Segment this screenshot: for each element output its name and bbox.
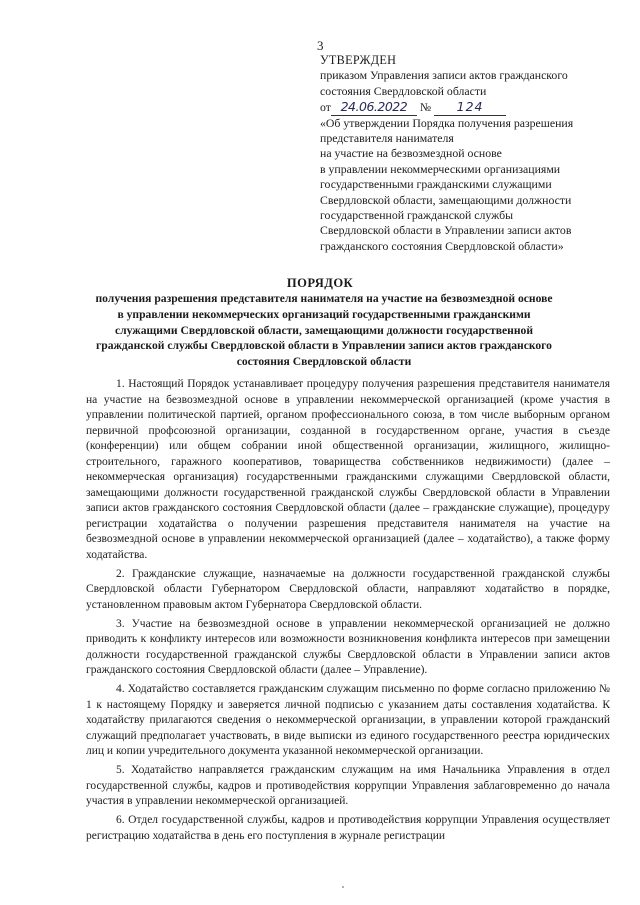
document-subtitle xyxy=(84,291,564,370)
document-body xyxy=(86,377,610,848)
paragraph-1: 1. Настоящий Порядок устанавливает процедуру получения разрешения представителя нанимателя на участие на безвозмездной основе в управлении некоммерческой организацией (кроме участия в управлении политической партией, органом профессионального союза, в том числе выборным органом первичной профсоюзной организации, созданной в государственном органе, участия в съезде (конференции) или общем собрании иной общественной организации, жилищного, жилищно-строительного, гаражного кооперативов, товарищества собственников недвижимости) (далее – некоммерческая организация) государственными гражданскими служащими Свердловской области, замещающими должности государственной гражданской службы Свердловской области в Управлении записи актов гражданского состояния Свердловской области (далее – гражданские служащие), процедуру регистрации ходатайства о получении разрешения представителя нанимателя на участие на безвозмездной основе в управлении некоммерческой организацией (далее – ходатайство), а также форму ходатайства. xyxy=(86,378,610,561)
subject-line: представителя нанимателя xyxy=(320,131,454,146)
subtitle-line: служащими Свердловской области, замещающими должности государственной xyxy=(115,323,533,337)
number-prefix: № xyxy=(419,100,432,115)
subject-line: государственной гражданской службы xyxy=(320,208,514,223)
approval-line: состояния Свердловской области xyxy=(320,83,487,98)
page-number: 3 xyxy=(317,38,324,53)
subtitle-line: состояния Свердловской области xyxy=(236,355,412,369)
handwritten-number: 124 xyxy=(434,99,506,115)
approval-stamp-block xyxy=(320,53,620,254)
paragraph-5: 5. Ходатайство направляется гражданским служащим на имя Начальника Управления в отдел государственной службы, кадров и противодействия коррупции Управления заблаговременно до начала участия в управлении некоммерческой организацией. xyxy=(86,764,610,808)
scan-speck xyxy=(342,886,344,888)
document-title: ПОРЯДОК xyxy=(286,276,354,290)
date-prefix: от xyxy=(320,100,331,115)
subject-line: государственными гражданскими служащими xyxy=(320,177,552,192)
subject-line: Свердловской области, замещающими должности xyxy=(320,192,572,207)
paragraph-4: 4. Ходатайство составляется гражданским служащим письменно по форме согласно приложению № 1 к настоящему Порядку и заверяется личной подписью с указанием даты составления ходатайства. К ходатайству прилагаются сведения о некоммерческой организации, в управлении которой гражданский служащий предполагает участвовать, в виде выписки из единого государственного реестра юридических лиц и копии учредительного документа указанной некоммерческой организации. xyxy=(86,683,610,758)
subtitle-line: в управлении некоммерческих организаций государственными гражданскими xyxy=(117,307,531,321)
paragraph-3: 3. Участие на безвозмездной основе в управлении некоммерческой организацией не должно приводить к конфликту интересов или возможности возникновения конфликта интересов при замещении должности государственной гражданской службы Свердловской области в Управлении записи актов гражданского состояния Свердловской области (далее – Управление). xyxy=(86,617,610,677)
paragraph-6: 6. Отдел государственной службы, кадров и противодействия коррупции Управления осуществляет регистрацию ходатайства в день его поступления в журнале регистрации xyxy=(86,814,610,842)
approval-line: приказом Управления записи актов гражданского xyxy=(320,68,568,83)
subject-line: «Об утверждении Порядка получения разрешения xyxy=(320,115,574,130)
subtitle-line: получения разрешения представителя нанимателя на участие на безвозмездной основе xyxy=(95,292,553,305)
subject-line: на участие на безвозмездной основе xyxy=(320,146,502,161)
subject-line: гражданского состояния Свердловской области» xyxy=(320,238,564,253)
approval-stamp: УТВЕРЖДЕН xyxy=(320,53,397,67)
paragraph-2: 2. Гражданские служащие, назначаемые на должности государственной гражданской службы Свердловской области Губернатором Свердловской области, направляют ходатайство в порядке, установленном правовым актом Губернатора Свердловской области. xyxy=(86,567,610,611)
subject-line: Свердловской области в Управлении записи актов xyxy=(320,223,572,238)
approval-date-number-line xyxy=(320,99,620,115)
subject-line: в управлении некоммерческими организациями xyxy=(320,161,561,176)
handwritten-date: 24.06.2022 xyxy=(331,99,417,115)
subtitle-line: гражданской службы Свердловской области в Управлении записи актов гражданского xyxy=(96,339,552,353)
